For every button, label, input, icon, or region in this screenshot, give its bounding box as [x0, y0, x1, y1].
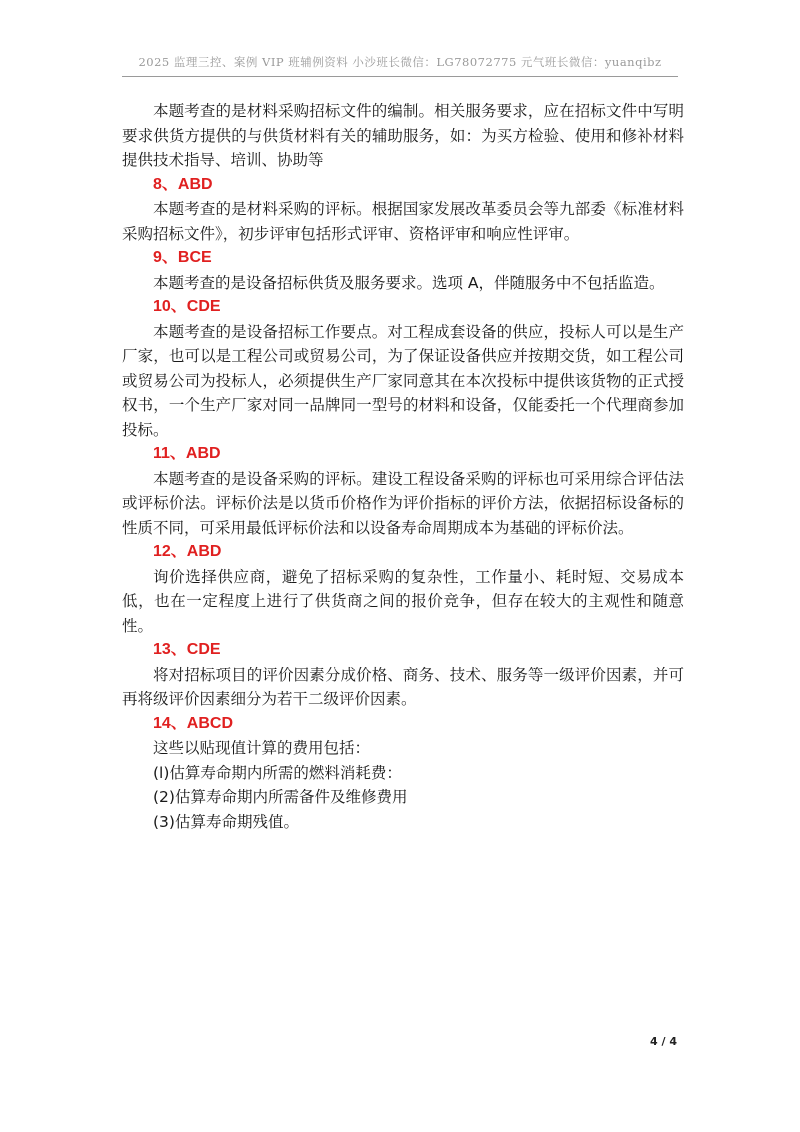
explanation-14-item-1: (l)估算寿命期内所需的燃料消耗费：: [153, 763, 402, 782]
answer-12: 12、ABD: [153, 543, 222, 560]
explanation-7: 本题考查的是材料采购招标文件的编制。相关服务要求，应在招标文件中写明要求供货方提供的与供货材料有关的辅助服务，如：为买方检验、使用和修补材料提供技术指导、培训、协助等: [122, 102, 684, 169]
answer-10: 10、CDE: [153, 298, 221, 315]
explanation-10: 本题考查的是设备招标工作要点。对工程成套设备的供应，投标人可以是生产厂家，也可以是工程公司或贸易公司，为了保证设备供应并按期交货，如工程公司或贸易公司为投标人，必须提供生产厂家同意其在本次投标中提供该货物的正式授权书，一个生产厂家对同一品牌同一型号的材料和设备，仅能委托一个代理商参加投标。: [122, 322, 684, 439]
answer-9: 9、BCE: [153, 249, 212, 266]
answer-11: 11、ABD: [153, 445, 221, 462]
answer-13: 13、CDE: [153, 641, 221, 658]
explanation-14-item-3: (3)估算寿命期残值。: [153, 812, 299, 831]
answer-14: 14、ABCD: [153, 714, 234, 732]
explanation-14-intro: 这些以贴现值计算的费用包括：: [153, 739, 371, 757]
explanation-13: 将对招标项目的评价因素分成价格、商务、技术、服务等一级评价因素，并可再将级评价因素细分为若干二级评价因素。: [122, 665, 684, 708]
explanation-12: 询价选择供应商，避免了招标采购的复杂性，工作量小、耗时短、交易成本低，也在一定程度上进行了供货商之间的报价竞争，但存在较大的主观性和随意性。: [122, 567, 684, 635]
document-body: [122, 96, 684, 834]
explanation-14-item-2: (2)估算寿命期内所需备件及维修费用: [153, 788, 408, 806]
explanation-9: 本题考查的是设备招标供货及服务要求。选项 A，伴随服务中不包括监造。: [153, 273, 665, 292]
explanation-11: 本题考查的是设备采购的评标。建设工程设备采购的评标也可采用综合评估法或评标价法。评标价法是以货币价格作为评价指标的评价方法，依据招标设备标的性质不同，可采用最低评标价法和以设备寿命周期成本为基础的评标价法。: [122, 469, 684, 537]
page-number: 4 / 4: [650, 1035, 677, 1048]
page-header: 2025 监理三控、案例 VIP 班辅例资料 小沙班长微信：LG78072775 元气班长微信：yuanqibz: [138, 55, 662, 69]
explanation-8: 本题考查的是材料采购的评标。根据国家发展改革委员会等九部委《标准材料采购招标文件》，初步评审包括形式评审、资格评审和响应性评审。: [122, 200, 684, 243]
header-divider: [122, 76, 678, 77]
answer-8: 8、ABD: [153, 175, 213, 193]
